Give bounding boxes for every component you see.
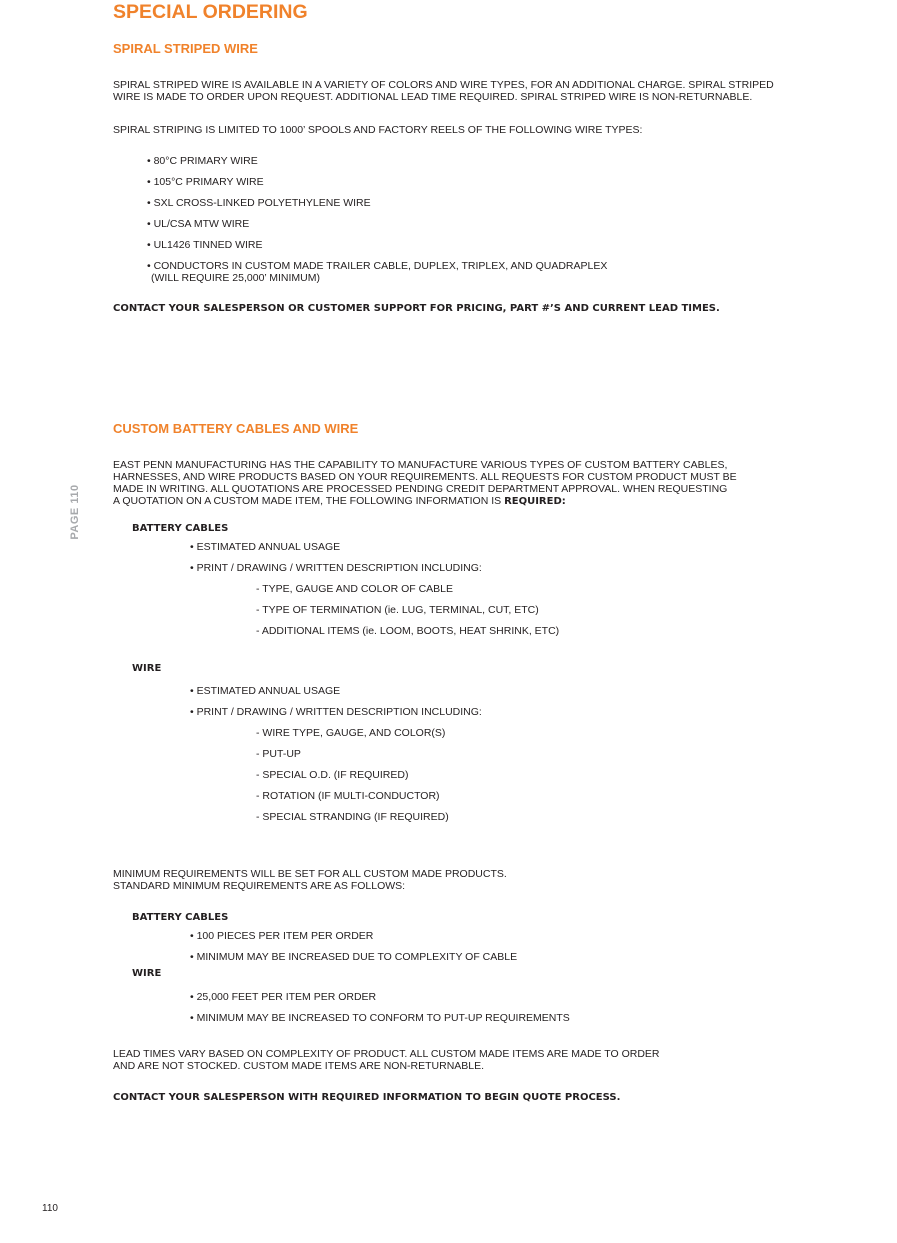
wire-type-item: • 105°C PRIMARY WIRE [147, 176, 264, 188]
wire-item: • ESTIMATED ANNUAL USAGE [190, 685, 341, 697]
wire-subitem: - ROTATION (IF MULTI-CONDUCTOR) [256, 790, 440, 802]
wire-type-note: (WILL REQUIRE 25,000’ MINIMUM) [151, 272, 320, 284]
wire-type-item: • 80°C PRIMARY WIRE [147, 155, 258, 167]
custom-intro: EAST PENN MANUFACTURING HAS THE CAPABILITY TO MANUFACTURE VARIOUS TYPES OF CUSTOM BATTERY CABLES, HARNESSES, AND WIRE PRODUCTS BASED ON YOUR REQUIREMENTS. ALL REQUESTS FOR CUSTOM PRODUCT MUST BE MADE IN WRITING. ALL QUOTATIONS ARE PROCESSED PENDING CREDIT DEPARTMENT APPROVAL. WHEN REQUESTING A QUOTATION ON A CUSTOM MADE ITEM, THE FOLLOWING INFORMATION IS REQUIRED: [113, 459, 737, 507]
wire-type-item: • SXL CROSS-LINKED POLYETHYLENE WIRE [147, 197, 371, 209]
battery-cables-subitem: - TYPE OF TERMINATION (ie. LUG, TERMINAL, CUT, ETC) [256, 604, 539, 616]
min-wire-item: • MINIMUM MAY BE INCREASED TO CONFORM TO PUT-UP REQUIREMENTS [190, 1012, 570, 1024]
min-battery-cables-heading: BATTERY CABLES [132, 912, 229, 923]
page-title: SPECIAL ORDERING [113, 1, 308, 23]
section-title-spiral: SPIRAL STRIPED WIRE [113, 41, 258, 56]
spiral-intro: SPIRAL STRIPED WIRE IS AVAILABLE IN A VARIETY OF COLORS AND WIRE TYPES, FOR AN ADDITIONAL CHARGE. SPIRAL STRIPED WIRE IS MADE TO ORDER UPON REQUEST. ADDITIONAL LEAD TIME REQUIRED. SPIRAL STRIPED WIRE IS NON-RETURNABLE. [113, 79, 774, 103]
custom-contact-note: CONTACT YOUR SALESPERSON WITH REQUIRED INFORMATION TO BEGIN QUOTE PROCESS. [113, 1092, 621, 1103]
wire-type-item: • CONDUCTORS IN CUSTOM MADE TRAILER CABLE, DUPLEX, TRIPLEX, AND QUADRAPLEX [147, 260, 608, 272]
spiral-contact-note: CONTACT YOUR SALESPERSON OR CUSTOMER SUPPORT FOR PRICING, PART #’S AND CURRENT LEAD TIMES. [113, 303, 720, 314]
lead-times-text: LEAD TIMES VARY BASED ON COMPLEXITY OF PRODUCT. ALL CUSTOM MADE ITEMS ARE MADE TO ORDER AND ARE NOT STOCKED. CUSTOM MADE ITEMS ARE NON-RETURNABLE. [113, 1048, 660, 1072]
wire-item: • PRINT / DRAWING / WRITTEN DESCRIPTION INCLUDING: [190, 706, 482, 718]
min-battery-item: • MINIMUM MAY BE INCREASED DUE TO COMPLEXITY OF CABLE [190, 951, 518, 963]
wire-type-item: • UL1426 TINNED WIRE [147, 239, 263, 251]
wire-subitem: - WIRE TYPE, GAUGE, AND COLOR(S) [256, 727, 446, 739]
wire-subitem: - PUT-UP [256, 748, 301, 760]
battery-cables-item: • ESTIMATED ANNUAL USAGE [190, 541, 341, 553]
battery-cables-heading: BATTERY CABLES [132, 523, 229, 534]
required-label: REQUIRED: [504, 496, 566, 507]
wire-type-item: • UL/CSA MTW WIRE [147, 218, 250, 230]
side-page-label: PAGE 110 [69, 484, 81, 540]
section-title-custom: CUSTOM BATTERY CABLES AND WIRE [113, 421, 359, 436]
min-wire-heading: WIRE [132, 968, 162, 979]
battery-cables-subitem: - TYPE, GAUGE AND COLOR OF CABLE [256, 583, 454, 595]
min-battery-item: • 100 PIECES PER ITEM PER ORDER [190, 930, 374, 942]
wire-subitem: - SPECIAL O.D. (IF REQUIRED) [256, 769, 409, 781]
page-number: 110 [42, 1203, 58, 1214]
wire-heading: WIRE [132, 663, 162, 674]
min-wire-item: • 25,000 FEET PER ITEM PER ORDER [190, 991, 377, 1003]
battery-cables-item: • PRINT / DRAWING / WRITTEN DESCRIPTION INCLUDING: [190, 562, 482, 574]
minimum-requirements-text: MINIMUM REQUIREMENTS WILL BE SET FOR ALL CUSTOM MADE PRODUCTS. STANDARD MINIMUM REQUIREMENTS ARE AS FOLLOWS: [113, 868, 507, 892]
spiral-limit-text: SPIRAL STRIPING IS LIMITED TO 1000’ SPOOLS AND FACTORY REELS OF THE FOLLOWING WIRE TYPES: [113, 124, 643, 136]
wire-subitem: - SPECIAL STRANDING (IF REQUIRED) [256, 811, 449, 823]
battery-cables-subitem: - ADDITIONAL ITEMS (ie. LOOM, BOOTS, HEAT SHRINK, ETC) [256, 625, 560, 637]
